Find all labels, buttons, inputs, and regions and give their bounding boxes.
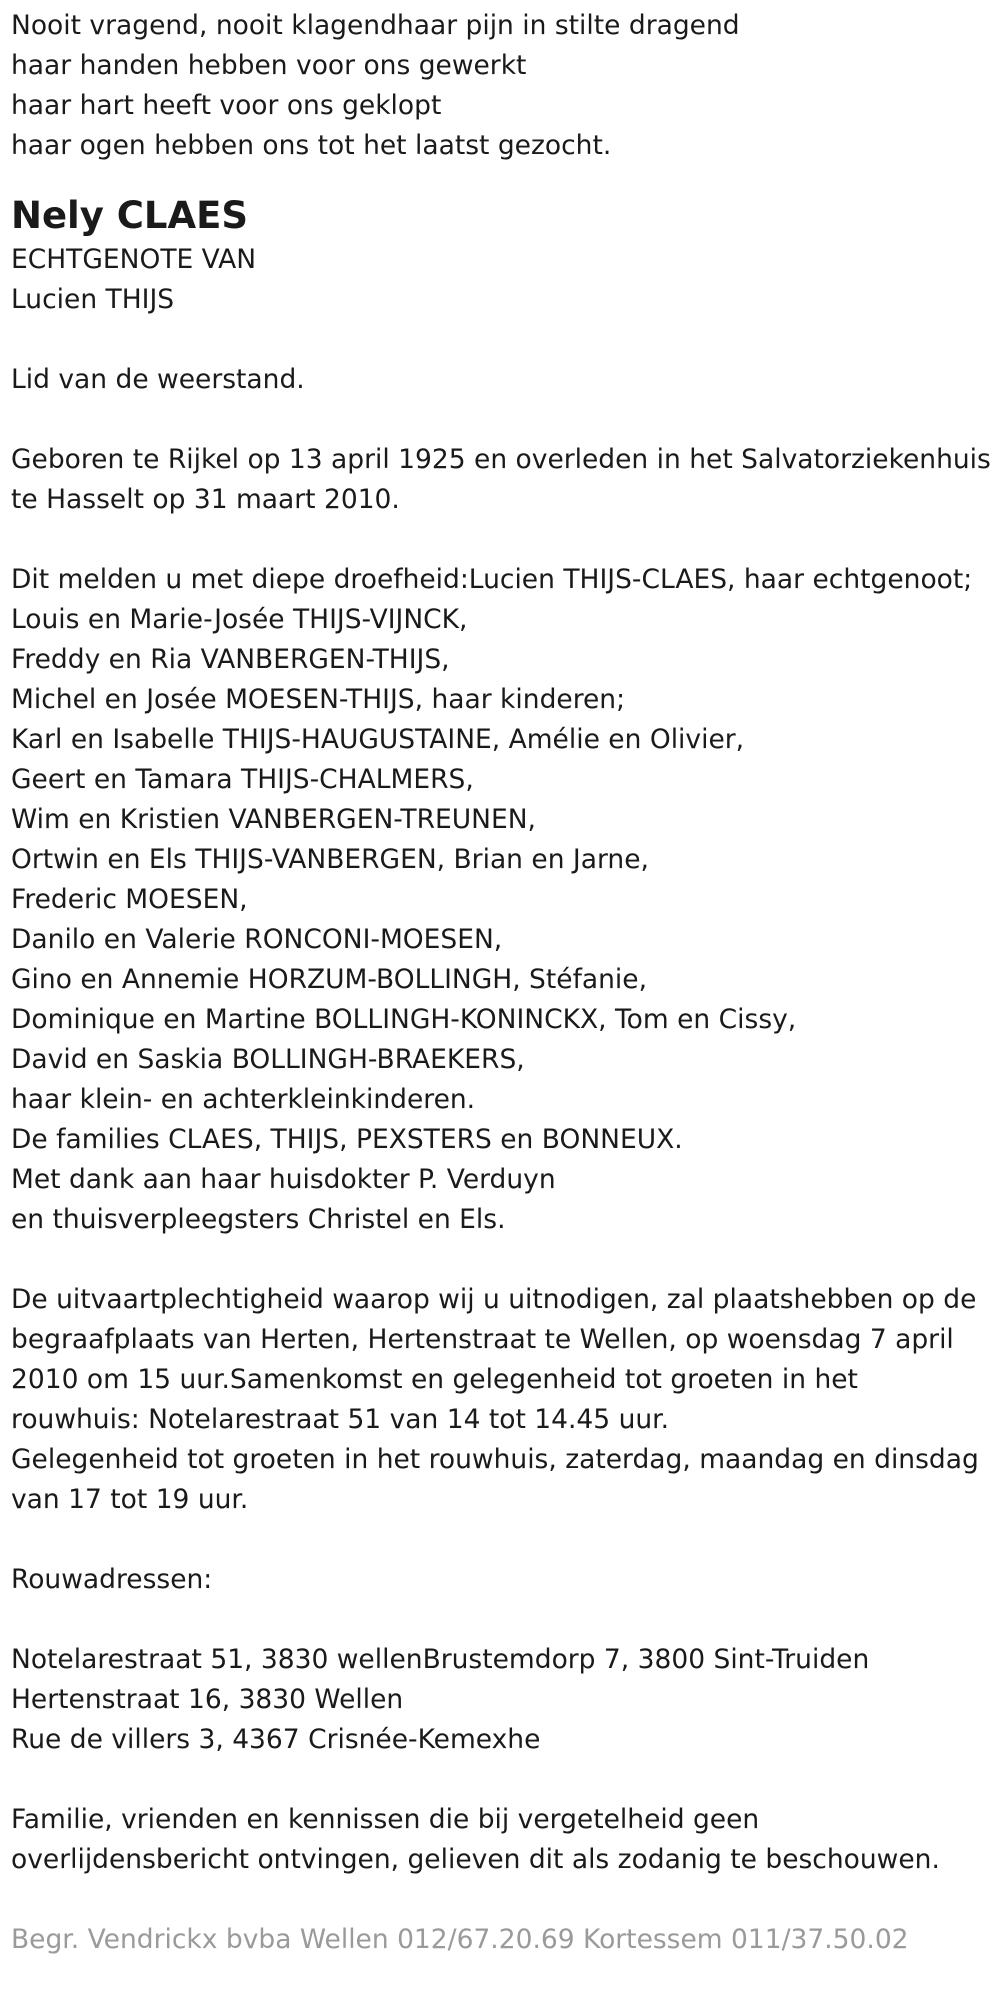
notice-line: overlijdensbericht ontvingen, gelieven dit als zodanig te beschouwen. xyxy=(11,1844,940,1875)
poem-line: haar hart heeft voor ons geklopt xyxy=(11,90,442,121)
announcement-line: Freddy en Ria VANBERGEN-THIJS, xyxy=(11,644,450,675)
resistance-note: Lid van de weerstand. xyxy=(11,364,305,395)
birth-death-line: Geboren te Rijkel op 13 april 1925 en overleden in het Salvatorziekenhuis xyxy=(11,444,991,475)
birth-death-paragraph xyxy=(11,440,991,520)
announcement-line: Wim en Kristien VANBERGEN-TREUNEN, xyxy=(11,804,536,835)
announcement-line: Geert en Tamara THIJS-CHALMERS, xyxy=(11,764,474,795)
notice-line: Familie, vrienden en kennissen die bij vergetelheid geen xyxy=(11,1804,760,1835)
spouse-name: Lucien THIJS xyxy=(11,284,175,315)
obituary-notice xyxy=(11,6,991,1960)
deceased-name: Nely CLAES xyxy=(11,194,249,237)
address-line: Hertenstraat 16, 3830 Wellen xyxy=(11,1684,404,1715)
poem-line: haar handen hebben voor ons gewerkt xyxy=(11,50,527,81)
announcement-line: De families CLAES, THIJS, PEXSTERS en BONNEUX. xyxy=(11,1124,683,1155)
announcement-line: Dit melden u met diepe droefheid:Lucien THIJS-CLAES, haar echtgenoot; xyxy=(11,564,973,595)
announcement-line: Michel en Josée MOESEN-THIJS, haar kinderen; xyxy=(11,684,626,715)
announcement-line: Danilo en Valerie RONCONI-MOESEN, xyxy=(11,924,503,955)
funeral-home-footer: Begr. Vendrickx bvba Wellen 012/67.20.69 Kortessem 011/37.50.02 xyxy=(11,1924,909,1955)
poem-line: haar ogen hebben ons tot het laatst gezocht. xyxy=(11,130,612,161)
birth-death-line: te Hasselt op 31 maart 2010. xyxy=(11,484,400,515)
poem xyxy=(11,6,991,166)
announcement-line: haar klein- en achterkleinkinderen. xyxy=(11,1084,476,1115)
funeral-paragraph xyxy=(11,1280,991,1520)
relation-label: ECHTGENOTE VAN xyxy=(11,244,257,275)
announcement-line: Frederic MOESEN, xyxy=(11,884,248,915)
funeral-line: De uitvaartplechtigheid waarop wij u uitnodigen, zal plaatshebben op de xyxy=(11,1284,977,1315)
announcement-line: Ortwin en Els THIJS-VANBERGEN, Brian en Jarne, xyxy=(11,844,649,875)
announcement-line: Met dank aan haar huisdokter P. Verduyn xyxy=(11,1164,556,1195)
announcement-line: Gino en Annemie HORZUM-BOLLINGH, Stéfanie, xyxy=(11,964,648,995)
announcement-line: Karl en Isabelle THIJS-HAUGUSTAINE, Amélie en Olivier, xyxy=(11,724,745,755)
funeral-line: begraafplaats van Herten, Hertenstraat te Wellen, op woensdag 7 april xyxy=(11,1324,954,1355)
address-line: Notelarestraat 51, 3830 wellenBrustemdorp 7, 3800 Sint-Truiden xyxy=(11,1644,870,1675)
notice-paragraph xyxy=(11,1800,991,1880)
funeral-line: Gelegenheid tot groeten in het rouwhuis, zaterdag, maandag en dinsdag xyxy=(11,1444,979,1475)
address-line: Rue de villers 3, 4367 Crisnée-Kemexhe xyxy=(11,1724,541,1755)
announcement-line: Louis en Marie-Josée THIJS-VIJNCK, xyxy=(11,604,468,635)
funeral-line: 2010 om 15 uur.Samenkomst en gelegenheid tot groeten in het xyxy=(11,1364,858,1395)
announcement-line: Dominique en Martine BOLLINGH-KONINCKX, Tom en Cissy, xyxy=(11,1004,797,1035)
addresses-list xyxy=(11,1640,991,1760)
poem-line: Nooit vragend, nooit klagendhaar pijn in stilte dragend xyxy=(11,10,740,41)
funeral-line: van 17 tot 19 uur. xyxy=(11,1484,249,1515)
addresses-heading: Rouwadressen: xyxy=(11,1564,213,1595)
announcement-line: en thuisverpleegsters Christel en Els. xyxy=(11,1204,506,1235)
announcement-line: David en Saskia BOLLINGH-BRAEKERS, xyxy=(11,1044,525,1075)
announcement-paragraph xyxy=(11,560,991,1240)
funeral-line: rouwhuis: Notelarestraat 51 van 14 tot 14.45 uur. xyxy=(11,1404,670,1435)
